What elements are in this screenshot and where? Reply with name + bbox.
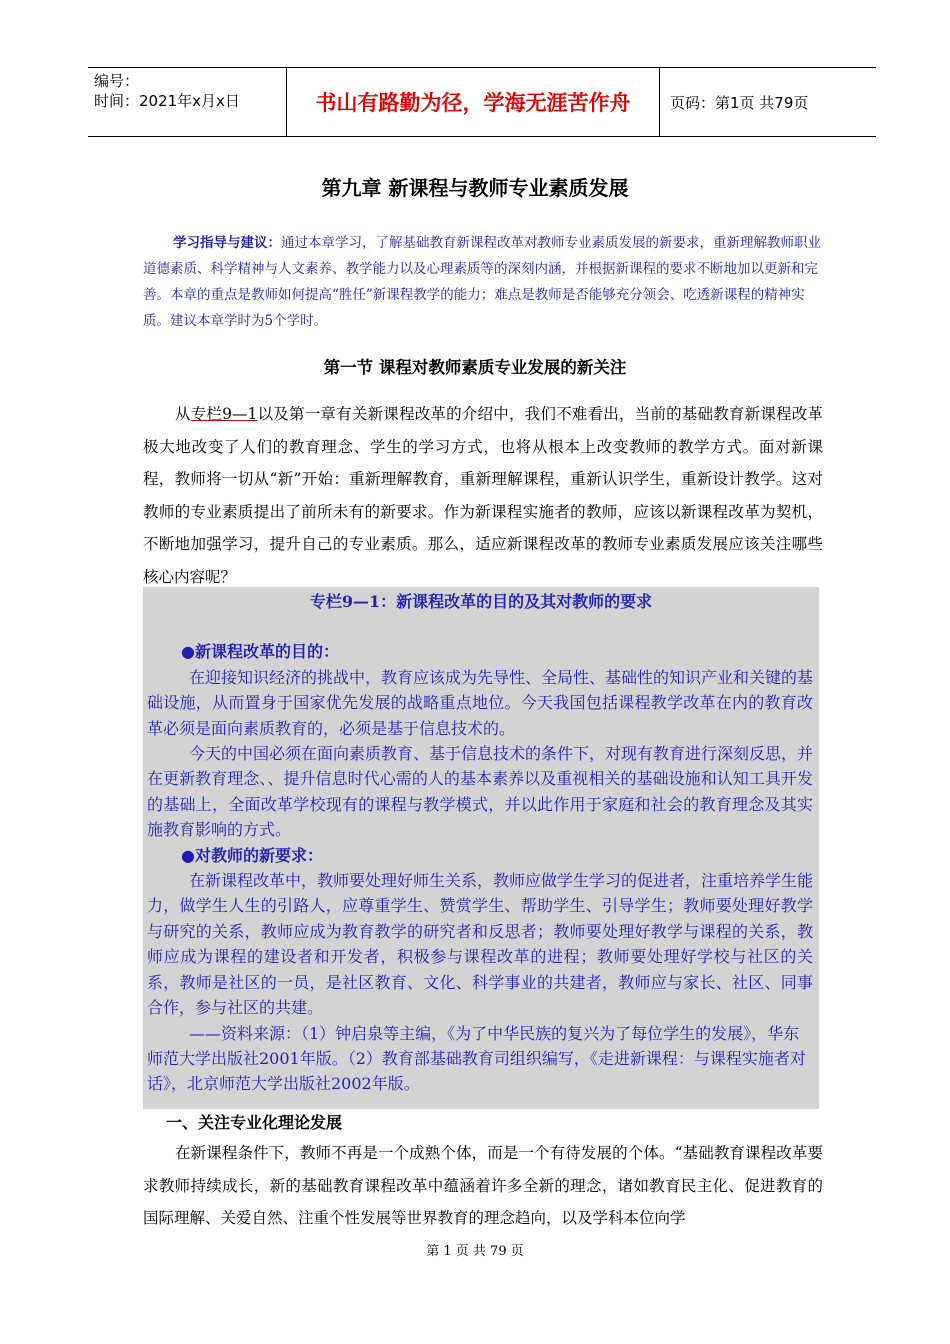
box-title: 专栏9—1：新课程改革的目的及其对教师的要求 — [309, 592, 653, 611]
purpose-paragraph-1: 在迎接知识经济的挑战中，教育应该成为先导性、全局性、基础性的知识产业和关键的基础设施，从而置身于国家优先发展的战略重点地位。今天我国包括课程教学改革在内的教育改革必须是面向素质教育的，必须是基于信息技术的。 — [147, 667, 814, 738]
chapter-title: 第九章 新课程与教师专业素质发展 — [321, 176, 629, 200]
intro-text: 以及第一章有关新课程改革的介绍中，我们不难看出，当前的基础教育新课程改革极大地改变了人们的教育理念、学生的学习方式，也将从根本上改变教师的教学方式。面对新课程，教师将一切从“新”开始：重新理解教育，重新理解课程，重新认识学生，重新设计教学。这对教师的专业素质提出了前所未有的新要求。作为新课程实施者的教师，应该以新课程改革为契机，不断地加强学习，提升自己的专业素质。那么，适应新课程改革的教师专业素质发展应该关注哪些核心内容呢？ — [143, 405, 823, 586]
requirements-paragraph: 在新课程改革中，教师要处理好师生关系，教师应做学生学习的促进者，注重培养学生能力，做学生人生的引路人，应尊重学生、赞赏学生、帮助学生、引导学生；教师要处理好教学与研究的关系，教师应成为教育教学的研究者和反思者；教师要处理好教学与课程的关系，教师应成为课程的建设者和开发者，积极参与课程改革的进程；教师要处理好学校与社区的关系，教师是社区的一员，是社区教育、文化、科学事业的共建者，教师应与家长、社区、同事合作，参与社区的共建。 — [147, 871, 814, 1018]
guide-text: 通过本章学习，了解基础教育新课程改革对教师专业素质发展的新要求，重新理解教师职业道德素质、科学精神与人文素养、教学能力以及心理素质等的深刻内涵，并根据新课程的要求不断地加以更新和完善。本章的重点是教师如何提高“胜任”新课程教学的能力；难点是教师是否能够充分领会、吃透新课程的精神实质。建议本章学时为5个学时。 — [143, 235, 821, 329]
guide-label: 学习指导与建议： — [173, 235, 281, 251]
header-motto: 书山有路勤为径，学海无涯苦作舟 — [286, 68, 660, 136]
source-citation: ——资料来源：（1）钟启泉等主编，《为了中华民族的复兴为了每位学生的发展》，华东师范大学出版社2001年版。（2）教育部基础教育司组织编写，《走进新课程：与课程实施者对话》，北京师范大学出版社2002年版。 — [147, 1023, 806, 1094]
sidebar-column-box — [143, 587, 819, 1109]
document-header — [88, 67, 876, 137]
subsection-heading: 一、关注专业化理论发展 — [166, 1113, 343, 1132]
purpose-paragraph-2: 今天的中国必须在面向素质教育、基于信息技术的条件下，对现有教育进行深刻反思，并在更新教育理念、、提升信息时代心需的人的基本素养以及重视相关的基础设施和认知工具开发的基础上，全面改革学校现有的课程与教学模式，并以此作用于家庭和社会的教育理念及其实施教育影响的方式。 — [147, 744, 814, 840]
section-title: 第一节 课程对教师素质专业发展的新关注 — [323, 358, 627, 377]
requirements-heading: ●对教师的新要求： — [181, 845, 323, 865]
intro-prefix: 从 — [175, 405, 191, 423]
header-page-info: 页码：第1页 共79页 — [670, 93, 809, 112]
header-meta — [88, 68, 286, 136]
time-label: 时间：2021年x月x日 — [94, 92, 240, 110]
column-reference-link[interactable]: 专栏9—1 — [190, 405, 258, 423]
intro-paragraph — [143, 398, 823, 593]
study-guide — [143, 230, 823, 334]
number-label: 编号： — [94, 72, 140, 90]
purpose-heading: ●新课程改革的目的： — [181, 642, 339, 662]
page-footer: 第 1 页 共 79 页 — [426, 1244, 524, 1259]
body-paragraph: 在新课程条件下，教师不再是一个成熟个体，而是一个有待发展的个体。“基础教育课程改革要求教师持续成长，新的基础教育课程改革中蕴涵着许多全新的理念，诸如教育民主化、促进教育的国际理解、关爱自然、注重个性发展等世界教育的理念趋向，以及学科本位向学 — [143, 1144, 823, 1227]
